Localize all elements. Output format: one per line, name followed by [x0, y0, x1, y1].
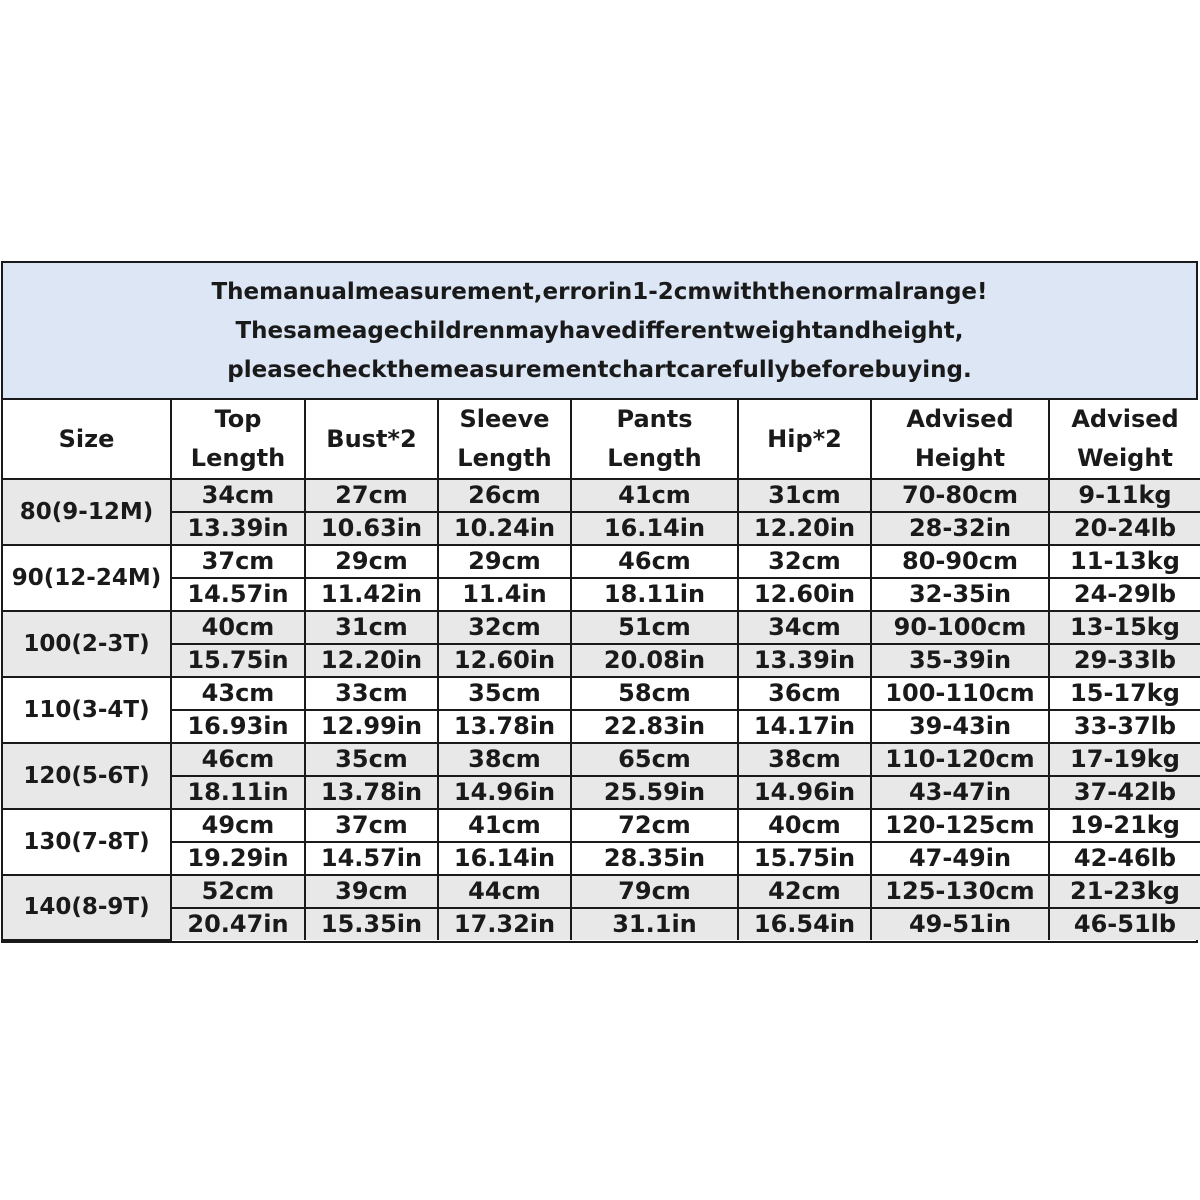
- header-label-line-2: Length: [190, 444, 286, 472]
- header-hip: [738, 400, 871, 479]
- cell-pants-length-in: 31.1in: [571, 908, 738, 940]
- header-label-line-1: Bust*2: [326, 424, 417, 453]
- cell-sleeve-length-in: 10.24in: [438, 512, 571, 545]
- table-row-cm: [3, 875, 1200, 908]
- cell-advised-height-in: 32-35in: [871, 578, 1049, 611]
- table-body: [3, 479, 1200, 940]
- table-row-in: [3, 512, 1200, 545]
- cell-advised-height-cm: 120-125cm: [871, 809, 1049, 842]
- cell-sleeve-length-cm: 32cm: [438, 611, 571, 644]
- cell-advised-weight-in: 42-46lb: [1049, 842, 1200, 875]
- table-row-in: [3, 842, 1200, 875]
- cell-sleeve-length-in: 13.78in: [438, 710, 571, 743]
- cell-advised-weight-in: 37-42lb: [1049, 776, 1200, 809]
- notice-line-2: Thesameagechildrenmayhavedifferentweightandheight,: [235, 318, 964, 344]
- cell-bust-in: 10.63in: [305, 512, 438, 545]
- size-table: [3, 400, 1200, 941]
- cell-advised-weight-cm: 13-15kg: [1049, 611, 1200, 644]
- size-label: 80(9-12M): [3, 479, 171, 545]
- cell-advised-height-in: 47-49in: [871, 842, 1049, 875]
- size-label: 130(7-8T): [3, 809, 171, 875]
- header-label-line-2: Height: [914, 444, 1006, 472]
- cell-advised-weight-cm: 19-21kg: [1049, 809, 1200, 842]
- table-row-cm: [3, 809, 1200, 842]
- cell-hip-cm: 42cm: [738, 875, 871, 908]
- cell-hip-cm: 36cm: [738, 677, 871, 710]
- table-row-in: [3, 578, 1200, 611]
- size-label: 140(8-9T): [3, 875, 171, 940]
- cell-hip-in: 13.39in: [738, 644, 871, 677]
- cell-hip-cm: 40cm: [738, 809, 871, 842]
- cell-sleeve-length-cm: 35cm: [438, 677, 571, 710]
- table-row-in: [3, 776, 1200, 809]
- header-label-line-1: Advised: [1071, 405, 1179, 433]
- table-row-cm: [3, 611, 1200, 644]
- cell-bust-cm: 35cm: [305, 743, 438, 776]
- header-row: [3, 400, 1200, 479]
- cell-bust-cm: 29cm: [305, 545, 438, 578]
- cell-pants-length-cm: 72cm: [571, 809, 738, 842]
- cell-bust-cm: 37cm: [305, 809, 438, 842]
- header-bust: [305, 400, 438, 479]
- cell-sleeve-length-in: 12.60in: [438, 644, 571, 677]
- header-label-line-1: Pants: [616, 405, 693, 433]
- size-chart: [1, 261, 1198, 943]
- cell-hip-in: 15.75in: [738, 842, 871, 875]
- cell-advised-weight-cm: 21-23kg: [1049, 875, 1200, 908]
- cell-pants-length-in: 16.14in: [571, 512, 738, 545]
- cell-hip-cm: 38cm: [738, 743, 871, 776]
- cell-sleeve-length-in: 14.96in: [438, 776, 571, 809]
- table-row-in: [3, 644, 1200, 677]
- cell-bust-cm: 31cm: [305, 611, 438, 644]
- cell-hip-in: 12.60in: [738, 578, 871, 611]
- cell-top-length-cm: 43cm: [171, 677, 305, 710]
- cell-top-length-cm: 37cm: [171, 545, 305, 578]
- size-label: 110(3-4T): [3, 677, 171, 743]
- header-label-line-1: Hip*2: [767, 424, 842, 453]
- table-row-in: [3, 710, 1200, 743]
- cell-hip-in: 16.54in: [738, 908, 871, 940]
- header-label-line-2: Weight: [1077, 444, 1173, 472]
- cell-advised-weight-cm: 11-13kg: [1049, 545, 1200, 578]
- cell-sleeve-length-in: 17.32in: [438, 908, 571, 940]
- cell-advised-weight-cm: 17-19kg: [1049, 743, 1200, 776]
- cell-pants-length-cm: 65cm: [571, 743, 738, 776]
- header-pants-length: [571, 400, 738, 479]
- notice-line-3: pleasecheckthemeasurementchartcarefullybeforebuying.: [227, 357, 972, 383]
- table-row-cm: [3, 677, 1200, 710]
- cell-hip-cm: 31cm: [738, 479, 871, 512]
- cell-bust-in: 12.20in: [305, 644, 438, 677]
- cell-advised-weight-in: 24-29lb: [1049, 578, 1200, 611]
- cell-bust-in: 12.99in: [305, 710, 438, 743]
- cell-sleeve-length-cm: 26cm: [438, 479, 571, 512]
- cell-sleeve-length-in: 11.4in: [438, 578, 571, 611]
- cell-bust-in: 14.57in: [305, 842, 438, 875]
- cell-advised-height-cm: 125-130cm: [871, 875, 1049, 908]
- header-advised-weight: [1049, 400, 1200, 479]
- cell-hip-in: 14.17in: [738, 710, 871, 743]
- header-label-line-1: Size: [58, 424, 115, 453]
- cell-pants-length-cm: 79cm: [571, 875, 738, 908]
- cell-sleeve-length-cm: 29cm: [438, 545, 571, 578]
- cell-top-length-cm: 52cm: [171, 875, 305, 908]
- header-label-line-2: Length: [457, 444, 552, 472]
- cell-advised-height-cm: 70-80cm: [871, 479, 1049, 512]
- cell-sleeve-length-cm: 44cm: [438, 875, 571, 908]
- cell-pants-length-in: 20.08in: [571, 644, 738, 677]
- cell-sleeve-length-in: 16.14in: [438, 842, 571, 875]
- header-sleeve-length: [438, 400, 571, 479]
- header-label-line-2: Length: [607, 444, 702, 472]
- header-top-length: [171, 400, 305, 479]
- cell-top-length-cm: 46cm: [171, 743, 305, 776]
- cell-top-length-cm: 34cm: [171, 479, 305, 512]
- cell-bust-cm: 33cm: [305, 677, 438, 710]
- size-label: 100(2-3T): [3, 611, 171, 677]
- cell-advised-height-cm: 90-100cm: [871, 611, 1049, 644]
- cell-advised-height-cm: 110-120cm: [871, 743, 1049, 776]
- cell-pants-length-cm: 46cm: [571, 545, 738, 578]
- header-label-line-1: Sleeve: [459, 405, 550, 433]
- cell-advised-height-in: 35-39in: [871, 644, 1049, 677]
- cell-bust-in: 11.42in: [305, 578, 438, 611]
- cell-hip-cm: 34cm: [738, 611, 871, 644]
- size-label: 90(12-24M): [3, 545, 171, 611]
- cell-top-length-in: 15.75in: [171, 644, 305, 677]
- cell-top-length-in: 18.11in: [171, 776, 305, 809]
- cell-pants-length-cm: 58cm: [571, 677, 738, 710]
- cell-advised-weight-in: 20-24lb: [1049, 512, 1200, 545]
- cell-advised-height-in: 39-43in: [871, 710, 1049, 743]
- cell-pants-length-in: 22.83in: [571, 710, 738, 743]
- table-row-cm: [3, 545, 1200, 578]
- table-row-in: [3, 908, 1200, 940]
- cell-top-length-in: 20.47in: [171, 908, 305, 940]
- cell-bust-cm: 39cm: [305, 875, 438, 908]
- cell-advised-weight-in: 29-33lb: [1049, 644, 1200, 677]
- cell-top-length-in: 13.39in: [171, 512, 305, 545]
- cell-pants-length-cm: 51cm: [571, 611, 738, 644]
- size-label: 120(5-6T): [3, 743, 171, 809]
- cell-top-length-in: 14.57in: [171, 578, 305, 611]
- cell-advised-weight-in: 46-51lb: [1049, 908, 1200, 940]
- cell-top-length-cm: 49cm: [171, 809, 305, 842]
- cell-pants-length-in: 28.35in: [571, 842, 738, 875]
- cell-advised-height-in: 28-32in: [871, 512, 1049, 545]
- cell-pants-length-cm: 41cm: [571, 479, 738, 512]
- cell-hip-in: 12.20in: [738, 512, 871, 545]
- table-row-cm: [3, 743, 1200, 776]
- table-row-cm: [3, 479, 1200, 512]
- cell-advised-height-in: 49-51in: [871, 908, 1049, 940]
- cell-hip-cm: 32cm: [738, 545, 871, 578]
- measurement-notice: [3, 263, 1196, 400]
- cell-bust-in: 13.78in: [305, 776, 438, 809]
- cell-advised-height-in: 43-47in: [871, 776, 1049, 809]
- cell-advised-height-cm: 80-90cm: [871, 545, 1049, 578]
- cell-top-length-in: 16.93in: [171, 710, 305, 743]
- cell-sleeve-length-cm: 41cm: [438, 809, 571, 842]
- cell-pants-length-in: 25.59in: [571, 776, 738, 809]
- cell-pants-length-in: 18.11in: [571, 578, 738, 611]
- notice-line-1: Themanualmeasurement,errorin1-2cmwiththenormalrange!: [211, 279, 988, 305]
- cell-advised-weight-cm: 15-17kg: [1049, 677, 1200, 710]
- header-advised-height: [871, 400, 1049, 479]
- cell-top-length-cm: 40cm: [171, 611, 305, 644]
- cell-bust-cm: 27cm: [305, 479, 438, 512]
- cell-advised-weight-in: 33-37lb: [1049, 710, 1200, 743]
- cell-bust-in: 15.35in: [305, 908, 438, 940]
- cell-advised-height-cm: 100-110cm: [871, 677, 1049, 710]
- header-size: [3, 400, 171, 479]
- cell-sleeve-length-cm: 38cm: [438, 743, 571, 776]
- header-label-line-1: Advised: [906, 405, 1014, 433]
- header-label-line-1: Top: [214, 405, 262, 433]
- cell-top-length-in: 19.29in: [171, 842, 305, 875]
- cell-hip-in: 14.96in: [738, 776, 871, 809]
- cell-advised-weight-cm: 9-11kg: [1049, 479, 1200, 512]
